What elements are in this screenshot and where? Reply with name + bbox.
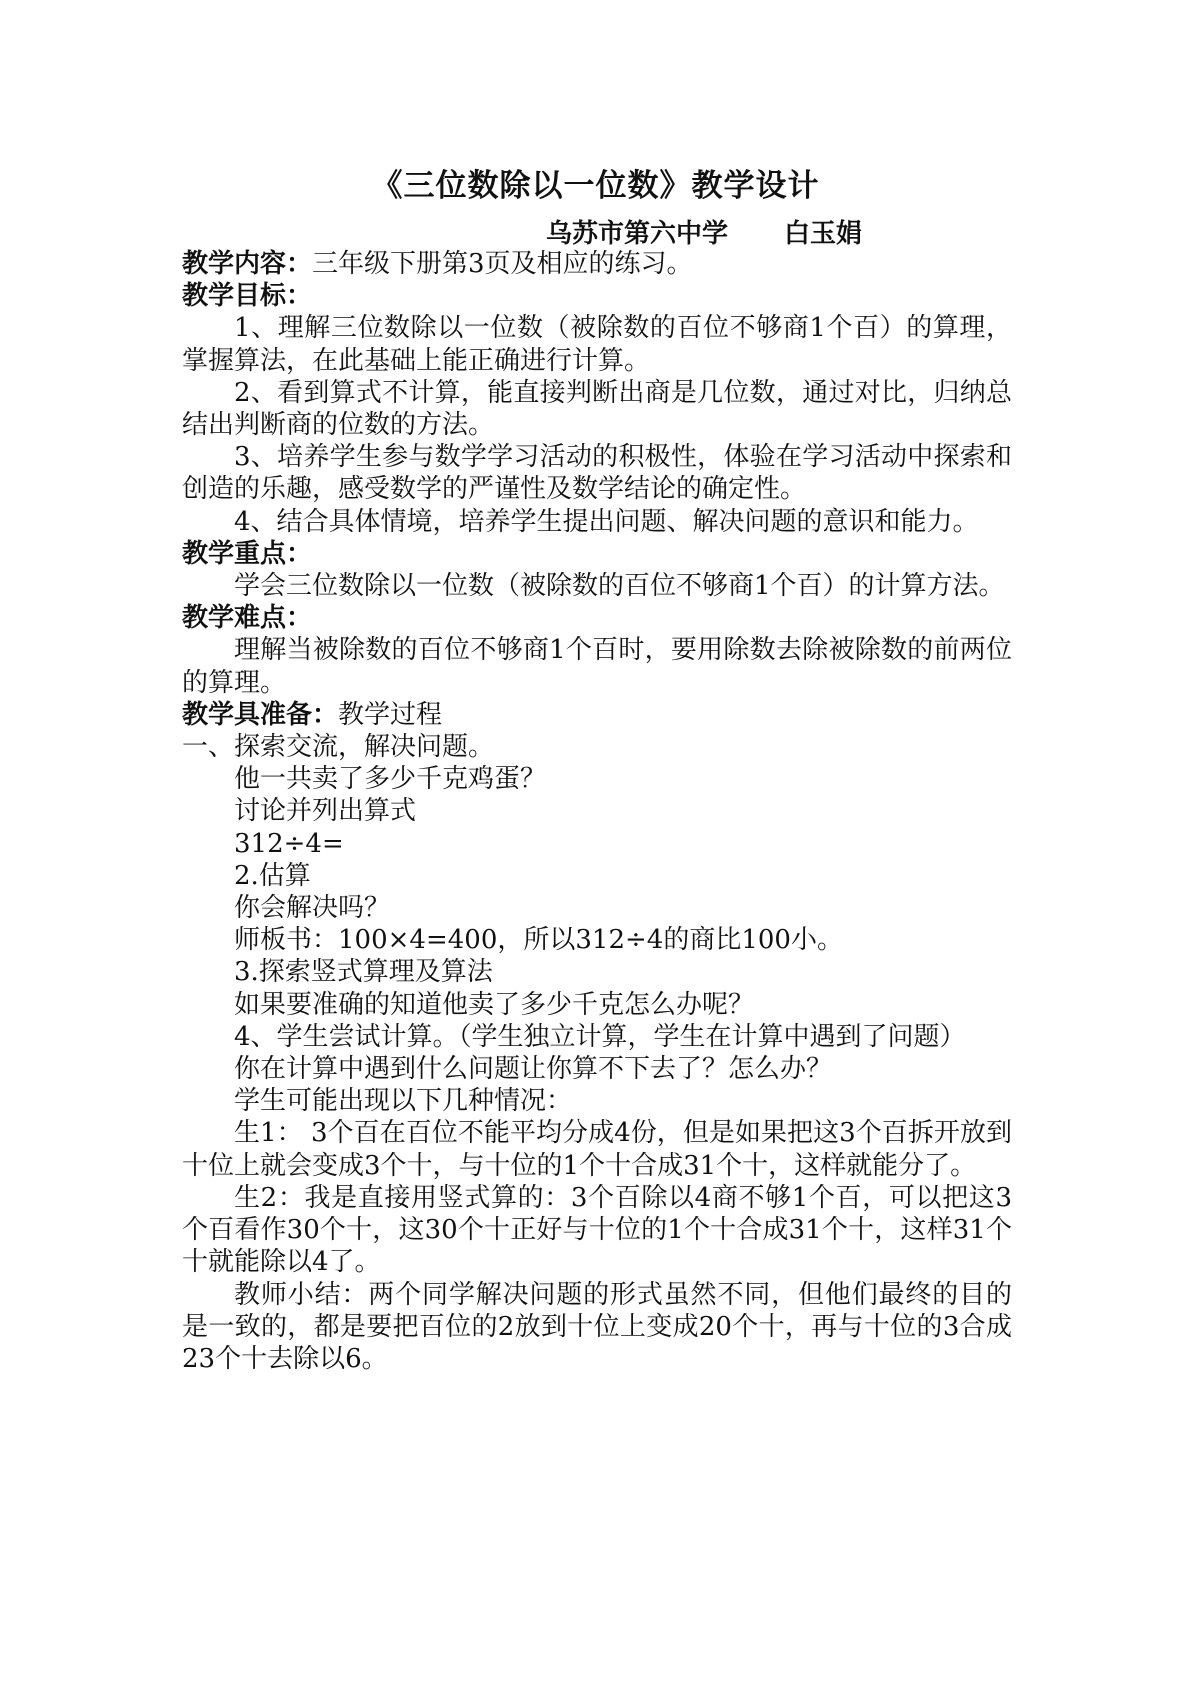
- objectives-label: 教学目标：: [182, 281, 313, 312]
- try-paragraph: 4、学生尝试计算。（学生独立计算，学生在计算中遇到了问题）: [234, 1021, 966, 1052]
- estimate-line: 2.估算: [234, 860, 311, 891]
- discuss-line: 讨论并列出算式: [234, 796, 417, 827]
- difficulty-label: 教学难点：: [182, 603, 313, 634]
- objective-item: 3、培养学生参与数学学习活动的积极性，体验在学习活动中探索和创造的乐趣，感受数学的严谨性及数学结论的确定性。: [182, 442, 1012, 505]
- objective-item: 2、看到算式不计算，能直接判断出商是几位数，通过对比，归纳总结出判断商的位数的方法。: [182, 377, 1012, 441]
- document-body: [182, 248, 1012, 1375]
- content-label: 教学内容：: [182, 249, 313, 279]
- school-name: 乌苏市第六中学: [546, 219, 729, 249]
- explore-line: 3.探索竖式算理及算法: [234, 957, 493, 988]
- content-line: [182, 248, 1012, 280]
- accurate-line: 如果要准确的知道他卖了多少千克怎么办呢？: [234, 989, 755, 1020]
- author-name: 白玉娟: [784, 219, 863, 249]
- section-heading: 一、探索交流，解决问题。: [182, 732, 495, 763]
- objective-item: 1、理解三位数除以一位数（被除数的百位不够商1个百）的算理，掌握算法，在此基础上能正确进行计算。: [182, 313, 1012, 376]
- problem-line: 你在计算中遇到什么问题让你算不下去了？怎么办？: [234, 1054, 833, 1085]
- situations-line: 学生可能出现以下几种情况：: [234, 1086, 573, 1117]
- key-point-label: 教学重点：: [182, 538, 313, 569]
- author-line: [546, 213, 862, 250]
- can-solve-line: 你会解决吗？: [234, 893, 391, 924]
- objective-item: 4、结合具体情境，培养学生提出问题、解决问题的意识和能力。: [234, 506, 979, 537]
- difficulty-text: 理解当被除数的百位不够商1个百时，要用除数去除被除数的前两位的算理。: [182, 635, 1012, 698]
- preparation-line: [182, 699, 1012, 731]
- content-text: 三年级下册第3页及相应的练习。: [312, 249, 693, 279]
- document-title: 《三位数除以一位数》教学设计: [371, 168, 820, 204]
- student2-paragraph: 生2：我是直接用竖式算的：3个百除以4商不够1个百，可以把这3个百看作30个十，这30个十正好与十位的1个十合成31个十，这样31个十就能除以4了。: [182, 1182, 1012, 1278]
- student1-paragraph: 生1： 3个百在百位不能平均分成4份，但是如果把这3个百拆开放到十位上就会变成3个十，与十位的1个十合成31个十，这样就能分了。: [182, 1118, 1012, 1181]
- key-point-text: 学会三位数除以一位数（被除数的百位不够商1个百）的计算方法。: [234, 571, 1005, 602]
- formula-line: 312÷4=: [234, 828, 344, 859]
- preparation-label: 教学具准备：: [182, 699, 339, 730]
- board-line: 师板书：100×4=400，所以312÷4的商比100小。: [234, 925, 843, 956]
- question-line: 他一共卖了多少千克鸡蛋？: [234, 764, 547, 795]
- preparation-text: 教学过程: [338, 699, 443, 730]
- summary-paragraph: 教师小结：两个同学解决问题的形式虽然不同，但他们最终的目的是一致的，都是要把百位的2放到十位上变成20个十，再与十位的3合成23个十去除以6。: [182, 1279, 1012, 1374]
